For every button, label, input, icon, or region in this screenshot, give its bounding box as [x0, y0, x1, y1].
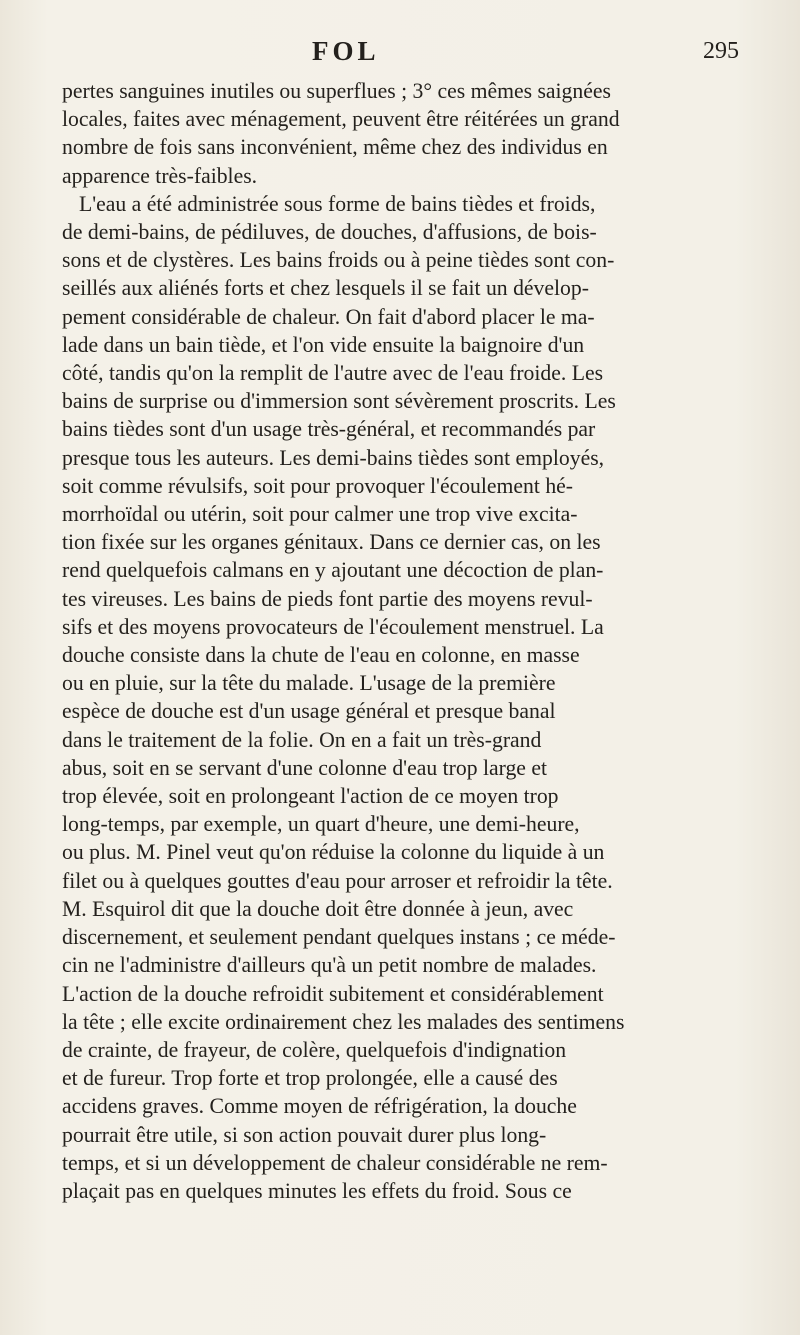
text-line: plaçait pas en quelques minutes les effets du froid. Sous ce	[62, 1178, 572, 1203]
text-line: pement considérable de chaleur. On fait d'abord placer le ma-	[62, 304, 595, 329]
text-line: L'action de la douche refroidit subitement et considérablement	[62, 981, 604, 1006]
text-line: abus, soit en se servant d'une colonne d'eau trop large et	[62, 755, 547, 780]
text-line: temps, et si un développement de chaleur considérable ne rem-	[62, 1150, 608, 1175]
text-line: espèce de douche est d'un usage général et presque banal	[62, 699, 556, 724]
text-line: soit comme révulsifs, soit pour provoquer l'écoulement hé-	[62, 473, 574, 498]
text-line: et de fureur. Trop forte et trop prolongée, elle a causé des	[62, 1066, 558, 1091]
text-line: seillés aux aliénés forts et chez lesquels il se fait un dévelop-	[62, 276, 589, 301]
text-line: rend quelquefois calmans en y ajoutant une décoction de plan-	[62, 558, 604, 583]
running-head: FOL	[312, 36, 380, 66]
text-line: locales, faites avec ménagement, peuvent être réitérées un grand	[62, 107, 620, 132]
text-line: côté, tandis qu'on la remplit de l'autre avec de l'eau froide. Les	[62, 361, 604, 386]
text-line: long-temps, par exemple, un quart d'heure, une demi-heure,	[62, 812, 580, 837]
text-line: filet ou à quelques gouttes d'eau pour arroser et refroidir la tête.	[62, 868, 613, 893]
text-line: lade dans un bain tiède, et l'on vide ensuite la baignoire d'un	[62, 332, 585, 357]
text-line: de demi-bains, de pédiluves, de douches, d'affusions, de bois-	[62, 220, 597, 245]
text-line: pertes sanguines inutiles ou superflues ; 3° ces mêmes saignées	[62, 79, 611, 103]
text-line: presque tous les auteurs. Les demi-bains tièdes sont employés,	[62, 445, 605, 470]
text-line: bains tièdes sont d'un usage très-général, et recommandés par	[62, 417, 596, 442]
text-line: ou en pluie, sur la tête du malade. L'usage de la première	[62, 671, 556, 696]
text-line: de crainte, de frayeur, de colère, quelquefois d'indignation	[62, 1037, 567, 1062]
text-line: tes vireuses. Les bains de pieds font partie des moyens revul-	[62, 586, 593, 611]
text-line: accidens graves. Comme moyen de réfrigération, la douche	[62, 1094, 577, 1119]
text-line: pourrait être utile, si son action pouvait durer plus long-	[62, 1122, 547, 1147]
text-line: apparence très-faibles.	[62, 163, 258, 188]
text-line: tion fixée sur les organes génitaux. Dans ce dernier cas, on les	[62, 530, 601, 555]
page-number: 295	[703, 38, 739, 64]
text-line: M. Esquirol dit que la douche doit être donnée à jeun, avec	[62, 896, 574, 921]
body-text	[62, 77, 778, 1205]
text-line: cin ne l'administre d'ailleurs qu'à un petit nombre de malades.	[62, 953, 597, 978]
text-line: douche consiste dans la chute de l'eau en colonne, en masse	[62, 643, 580, 668]
text-line: la tête ; elle excite ordinairement chez les malades des sentimens	[62, 1009, 625, 1034]
text-line: bains de surprise ou d'immersion sont sévèrement proscrits. Les	[62, 389, 616, 414]
paragraph-start-line: L'eau a été administrée sous forme de bains tièdes et froids,	[79, 191, 596, 216]
text-line: dans le traitement de la folie. On en a fait un très-grand	[62, 727, 542, 752]
text-line: nombre de fois sans inconvénient, même chez des individus en	[62, 135, 608, 160]
text-line: ou plus. M. Pinel veut qu'on réduise la colonne du liquide à un	[62, 840, 605, 865]
text-line: sifs et des moyens provocateurs de l'écoulement menstruel. La	[62, 614, 604, 639]
page-header	[0, 36, 800, 76]
text-line: sons et de clystères. Les bains froids ou à peine tièdes sont con-	[62, 248, 615, 273]
text-line: morrhoïdal ou utérin, soit pour calmer une trop vive excita-	[62, 502, 578, 527]
text-line: trop élevée, soit en prolongeant l'action de ce moyen trop	[62, 784, 559, 809]
text-line: discernement, et seulement pendant quelques instans ; ce méde-	[62, 925, 616, 950]
